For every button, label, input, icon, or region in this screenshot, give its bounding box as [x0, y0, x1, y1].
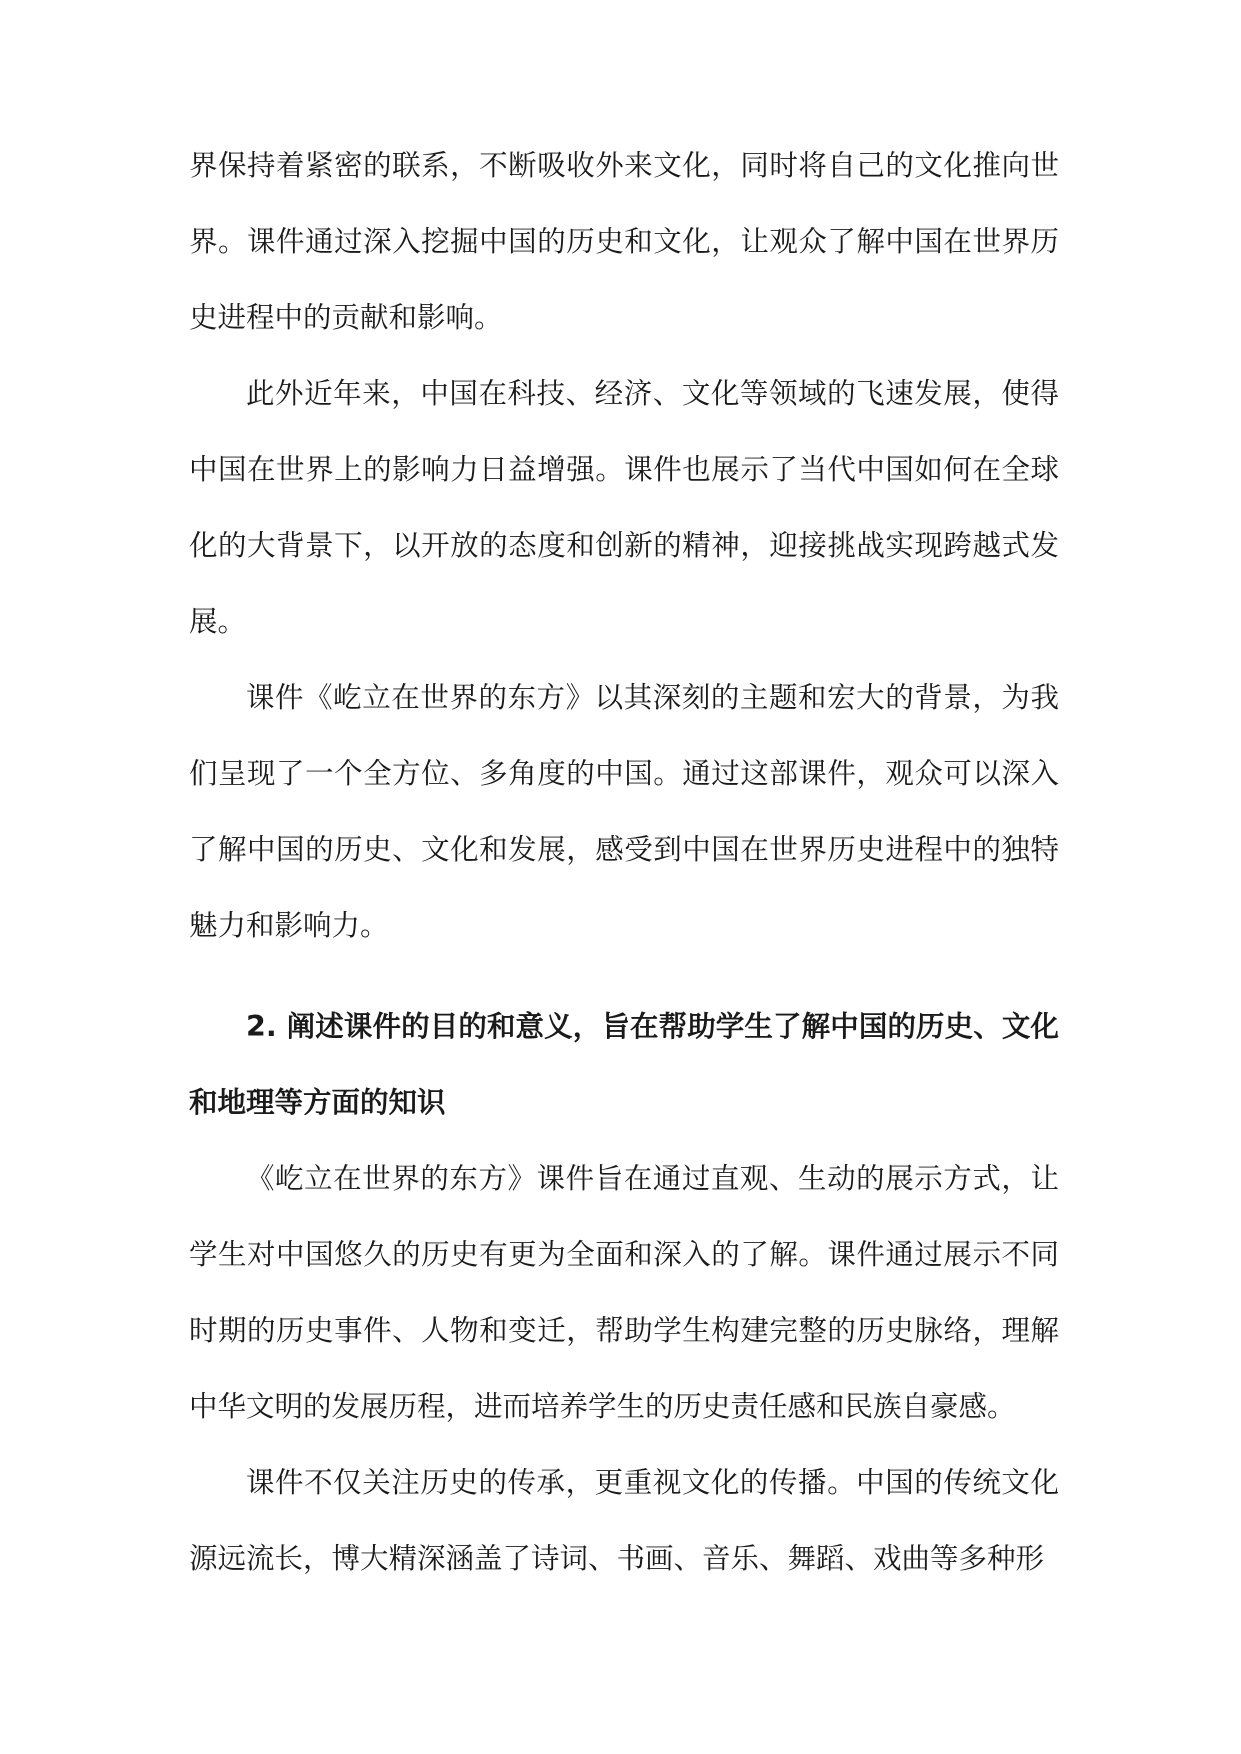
- paragraph: 课件《屹立在世界的东方》以其深刻的主题和宏大的背景，为我们呈现了一个全方位、多角度的中国。通过这部课件，观众可以深入了解中国的历史、文化和发展，感受到中国在世界历史进程中的独特魅力和影响力。: [189, 681, 1059, 942]
- paragraph-continued: 界保持着紧密的联系，不断吸收外来文化，同时将自己的文化推向世界。课件通过深入挖掘中国的历史和文化，让观众了解中国在世界历史进程中的贡献和影响。: [189, 149, 1059, 334]
- paragraph: 此外近年来，中国在科技、经济、文化等领域的飞速发展，使得中国在世界上的影响力日益增强。课件也展示了当代中国如何在全球化的大背景下，以开放的态度和创新的精神，迎接挑战实现跨越式发展。: [189, 377, 1059, 638]
- paragraph: 《屹立在世界的东方》课件旨在通过直观、生动的展示方式，让学生对中国悠久的历史有更为全面和深入的了解。课件通过展示不同时期的历史事件、人物和变迁，帮助学生构建完整的历史脉络，理解中华文明的发展历程，进而培养学生的历史责任感和民族自豪感。: [189, 1162, 1059, 1423]
- section-heading: 2. 阐述课件的目的和意义，旨在帮助学生了解中国的历史、文化和地理等方面的知识: [189, 1010, 1059, 1119]
- document-page: [189, 128, 1059, 1597]
- paragraph: 课件不仅关注历史的传承，更重视文化的传播。中国的传统文化源远流长，博大精深涵盖了诗词、书画、音乐、舞蹈、戏曲等多种形: [189, 1466, 1059, 1575]
